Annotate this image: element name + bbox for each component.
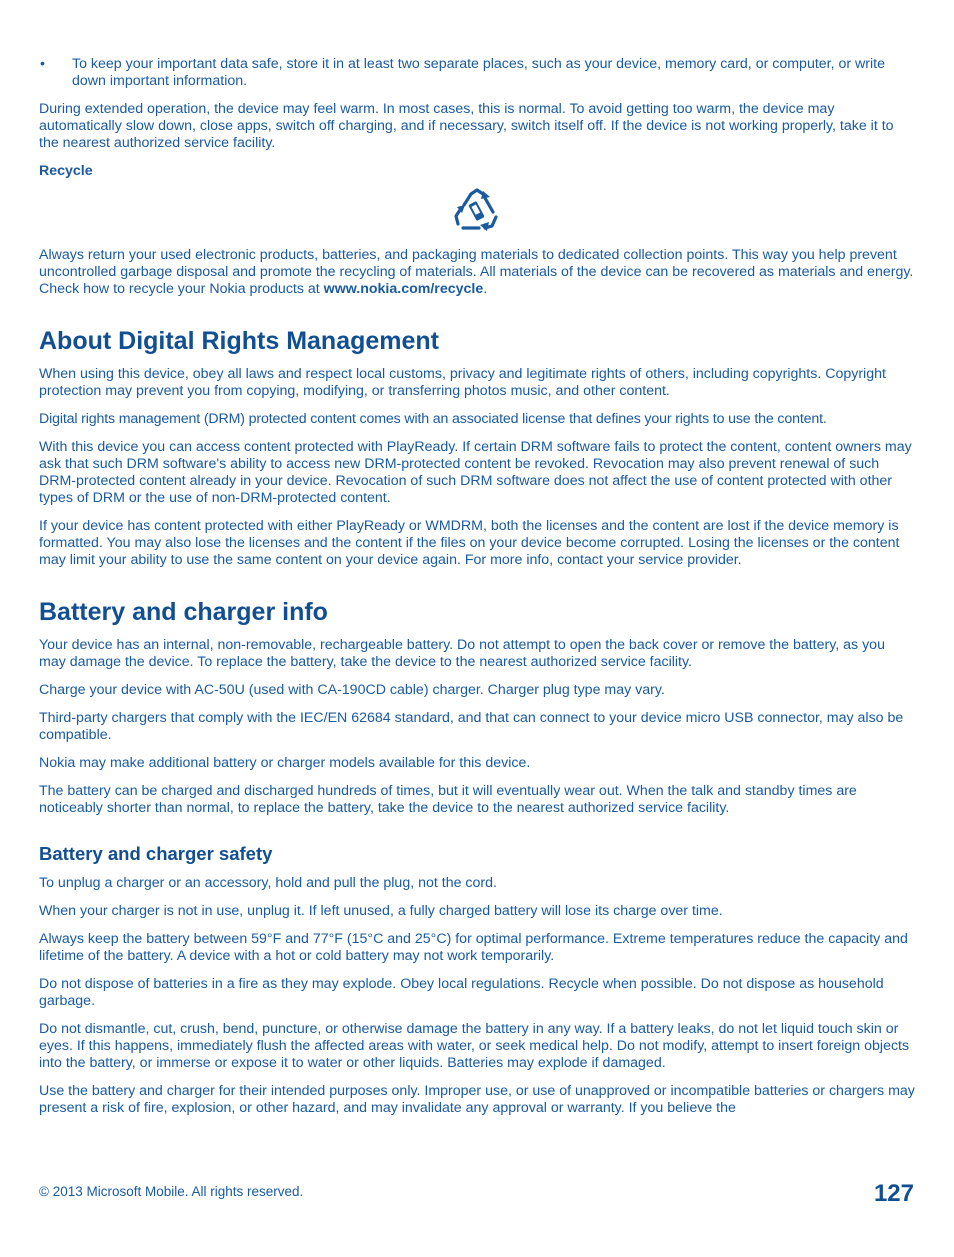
drm-heading: About Digital Rights Management	[39, 327, 439, 355]
safety-paragraph: Use the battery and charger for their intended purposes only. Improper use, or use of unapproved or incompatible batteries or chargers may present a risk of fire, explosion, or other hazard, and may invalidate any approval or warranty. If you believe the	[39, 1083, 915, 1116]
drm-paragraph: When using this device, obey all laws and respect local customs, privacy and legitimate rights of others, including copyrights. Copyright protection may prevent you from copying, modifying, or transferring photos music, and other content.	[39, 366, 886, 399]
safety-heading: Battery and charger safety	[39, 843, 273, 864]
bullet-text: To keep your important data safe, store it in at least two separate places, such as your device, memory card, or computer, or write down important information.	[72, 56, 886, 89]
battery-paragraph: The battery can be charged and discharged hundreds of times, but it will eventually wear out. When the talk and standby times are noticeably shorter than normal, to replace the battery, take the device to the nearest authorized service facility.	[39, 783, 857, 816]
bullet-item	[39, 56, 915, 90]
drm-paragraph: Digital rights management (DRM) protected content comes with an associated license that defines your rights to use the content.	[39, 411, 827, 427]
recycle-paragraph	[39, 247, 915, 298]
safety-paragraph: When your charger is not in use, unplug it. If left unused, a fully charged battery will lose its charge over time.	[39, 903, 723, 919]
battery-paragraph: Third-party chargers that comply with the IEC/EN 62684 standard, and that can connect to your device micro USB connector, may also be compatible.	[39, 710, 904, 743]
recycle-icon	[452, 187, 502, 235]
battery-paragraph: Charge your device with AC-50U (used with CA-190CD cable) charger. Charger plug type may vary.	[39, 682, 665, 698]
battery-paragraph: Nokia may make additional battery or charger models available for this device.	[39, 755, 531, 771]
safety-paragraph: Always keep the battery between 59°F and 77°F (15°C and 25°C) for optimal performance. Extreme temperatures reduce the capacity and lifetime of the battery. A device with a hot or cold battery may not work temporarily.	[39, 931, 908, 964]
safety-paragraph: Do not dispose of batteries in a fire as they may explode. Obey local regulations. Recycle when possible. Do not dispose as household garbage.	[39, 976, 884, 1009]
safety-paragraph: To unplug a charger or an accessory, hold and pull the plug, not the cord.	[39, 875, 497, 891]
recycle-link[interactable]: www.nokia.com/recycle	[323, 281, 484, 297]
drm-paragraph: With this device you can access content protected with PlayReady. If certain DRM software fails to protect the content, content owners may ask that such DRM software's ability to access new DRM-protected content be revoked. Revocation may also prevent renewal of such DRM-protected content already in your device. Revocation of such DRM software does not affect the use of content protected with other types of DRM or the use of non-DRM-protected content.	[39, 439, 912, 506]
page-number: 127	[873, 1180, 914, 1207]
drm-paragraph: If your device has content protected with either PlayReady or WMDRM, both the licenses and the content are lost if the device memory is formatted. You may also lose the licenses and the content if the files on your device become corrupted. Losing the licenses or the content may limit your ability to use the same content on your device again. For more info, contact your service provider.	[39, 518, 900, 568]
safety-paragraph: Do not dismantle, cut, crush, bend, puncture, or otherwise damage the battery in any way. If a battery leaks, do not let liquid touch skin or eyes. If this happens, immediately flush the affected areas with water, or seek medical help. Do not modify, attempt to insert foreign objects into the battery, or immerse or expose it to water or other liquids. Batteries may explode if damaged.	[39, 1021, 910, 1071]
page-content	[39, 56, 915, 1128]
recycle-text: Always return your used electronic products, batteries, and packaging materials to dedicated collection points. This way you help prevent uncontrolled garbage disposal and promote the recycling of materials. All materials of the device can be recovered as materials and energy. Check how to recycle your Nokia products at	[39, 247, 914, 297]
recycle-heading: Recycle	[39, 163, 93, 179]
battery-paragraph: Your device has an internal, non-removable, rechargeable battery. Do not attempt to open the back cover or remove the battery, as you may damage the device. To replace the battery, take the device to the nearest authorized service facility.	[39, 637, 885, 670]
bullet-symbol: •	[40, 56, 45, 72]
paragraph-warm: During extended operation, the device may feel warm. In most cases, this is normal. To avoid getting too warm, the device may automatically slow down, close apps, switch off charging, and if necessary, switch itself off. If the device is not working properly, take it to the nearest authorized service facility.	[39, 101, 894, 151]
copyright-footer: © 2013 Microsoft Mobile. All rights reserved.	[39, 1184, 304, 1199]
battery-heading: Battery and charger info	[39, 598, 328, 626]
recycle-text-end: .	[483, 281, 488, 297]
